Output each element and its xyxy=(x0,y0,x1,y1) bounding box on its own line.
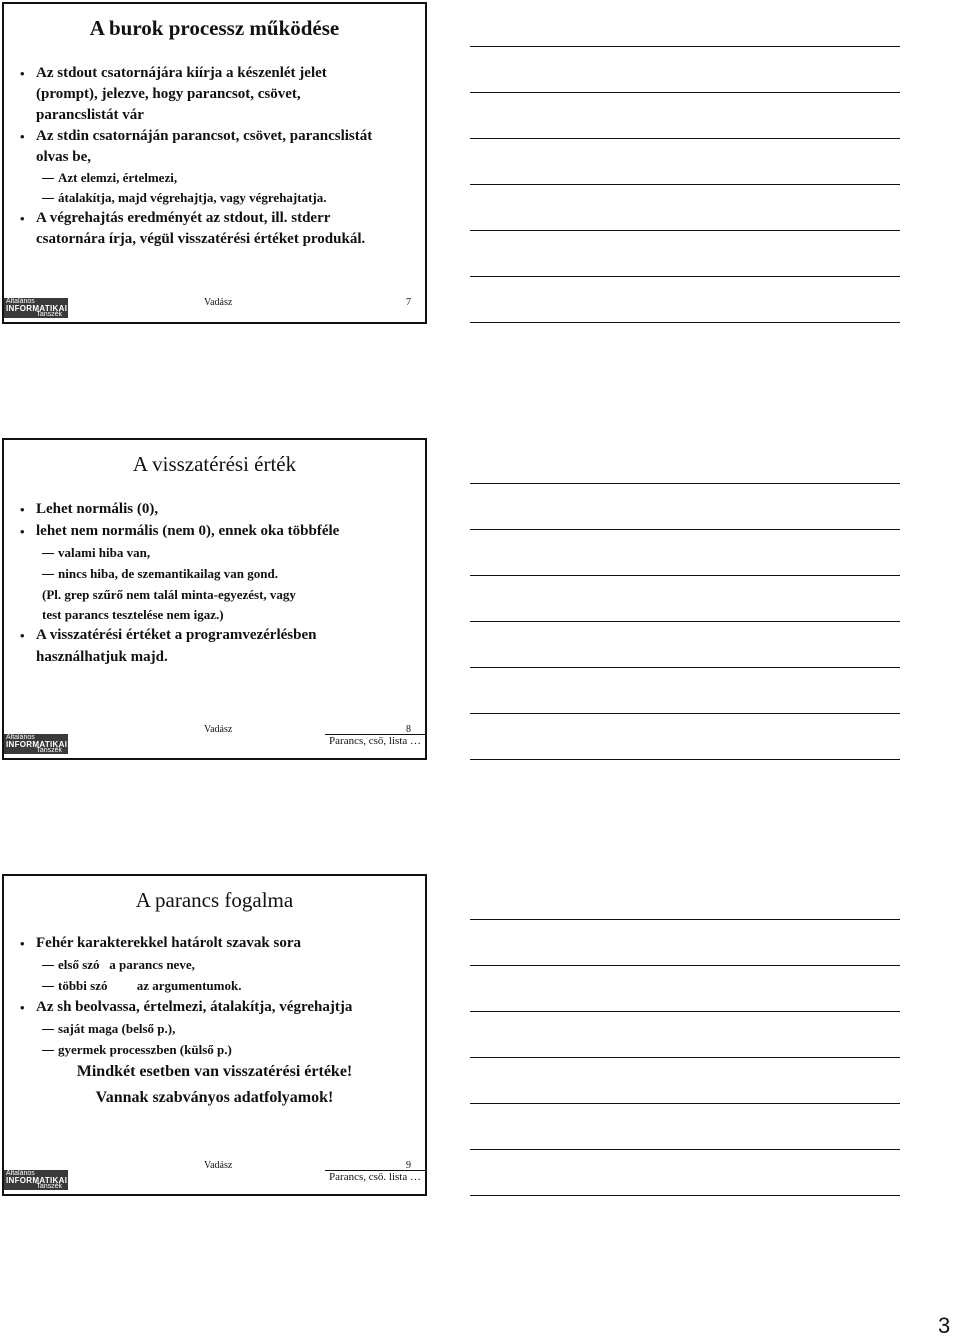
slide-line-text: Az stdin csatornáján parancsot, csövet, parancslistát xyxy=(36,128,373,144)
slide-number: 8 xyxy=(406,724,411,735)
dash-icon xyxy=(42,965,54,966)
slide-line-subcont xyxy=(42,606,224,623)
slide-line-bullet xyxy=(20,626,317,645)
slide-number: 9 xyxy=(406,1160,411,1171)
note-line xyxy=(470,483,900,484)
slide-footer xyxy=(4,296,425,322)
slide-9 xyxy=(2,874,427,1196)
slide-author: Vadász xyxy=(204,724,233,735)
slide-line-dash xyxy=(58,189,327,206)
slide-line-text: saját maga (belső p.), xyxy=(58,1021,176,1036)
slide-line-text: Az stdout csatornájára kiírja a készenlét jelet xyxy=(36,65,327,81)
slide-line-cont xyxy=(36,648,168,667)
slide-8 xyxy=(2,438,427,760)
slide-topic-tag: Parancs, cső, lista … xyxy=(325,734,425,747)
slide-line-text: Mindkét esetben van visszatérési értéke! xyxy=(76,1063,353,1080)
slide-line-text: (Pl. grep szűrő nem talál minta-egyezést, vagy xyxy=(42,587,296,602)
slide-line-text: Vannak szabványos adatfolyamok! xyxy=(95,1089,334,1106)
slide-line-dash xyxy=(58,977,241,994)
slide-line-text: többi szó az argumentumok. xyxy=(58,978,242,993)
dash-icon xyxy=(42,198,54,199)
note-line xyxy=(470,1057,900,1058)
slide-line-bullet xyxy=(20,64,327,83)
note-line xyxy=(470,1195,900,1196)
note-line xyxy=(470,1103,900,1104)
slide-line-text: (prompt), jelezve, hogy parancsot, csövet, xyxy=(36,86,301,102)
slide-line-text: csatornára írja, végül visszatérési értéket produkál. xyxy=(36,231,366,247)
bullet-icon: • xyxy=(20,66,25,81)
slide-line-text: átalakítja, majd végrehajtja, vagy végrehajtatja. xyxy=(58,190,327,205)
slide-line-text: test parancs tesztelése nem igaz.) xyxy=(42,607,224,622)
bullet-icon: • xyxy=(20,129,25,144)
slide-line-dash xyxy=(58,1020,175,1037)
bullet-icon: • xyxy=(20,1000,25,1015)
slide-line-text: Azt elemzi, értelmezi, xyxy=(58,170,178,185)
slide-line-text: Az sh beolvassa, értelmezi, átalakítja, végrehajtja xyxy=(36,999,353,1015)
slide-line-bullet xyxy=(20,522,340,541)
slide-line-dash xyxy=(58,1041,232,1058)
note-line xyxy=(470,713,900,714)
note-line xyxy=(470,919,900,920)
slide-line-text: A végrehajtás eredményét az stdout, ill. stderr xyxy=(36,210,331,226)
slide-author: Vadász xyxy=(204,1160,233,1171)
slide-line-bullet xyxy=(20,500,159,519)
department-logo: Általános INFORMATIKAI Tanszék xyxy=(6,734,68,754)
slide-7 xyxy=(2,2,427,324)
slide-line-bullet xyxy=(20,934,301,953)
bullet-icon: • xyxy=(20,936,25,951)
slide-line-text: gyermek processzben (külső p.) xyxy=(58,1042,232,1057)
slide-line-text: Lehet normális (0), xyxy=(36,501,159,517)
slide-line-bullet xyxy=(20,998,353,1017)
note-line xyxy=(470,276,900,277)
slide-line-text: lehet nem normális (nem 0), ennek oka többféle xyxy=(36,523,340,539)
note-line xyxy=(470,965,900,966)
bullet-icon: • xyxy=(20,211,25,226)
slide-line-bullet xyxy=(20,127,373,146)
note-line xyxy=(470,138,900,139)
slide-footer xyxy=(4,1160,425,1194)
slide-line-cont xyxy=(36,85,301,104)
slide-line-dash xyxy=(58,956,195,973)
slide-title: A parancs fogalma xyxy=(135,888,294,912)
slide-title: A visszatérési érték xyxy=(132,452,297,476)
bullet-icon: • xyxy=(20,502,25,517)
note-line xyxy=(470,575,900,576)
slide-line-cont xyxy=(36,148,91,167)
slide-line-text: Fehér karakterekkel határolt szavak sora xyxy=(36,935,301,951)
dash-icon xyxy=(42,574,54,575)
slide-line-bullet xyxy=(20,209,331,228)
slide-line-cont xyxy=(36,106,144,125)
slide-line-text: használhatjuk majd. xyxy=(36,649,168,665)
note-line xyxy=(470,621,900,622)
department-logo: Általános INFORMATIKAI Tanszék xyxy=(6,298,68,318)
note-line xyxy=(470,184,900,185)
slide-footer xyxy=(4,724,425,758)
note-line xyxy=(470,1149,900,1150)
slide-number: 7 xyxy=(406,297,411,308)
dash-icon xyxy=(42,178,54,179)
page-number: 3 xyxy=(938,1313,951,1338)
slide-line-center xyxy=(4,1088,425,1107)
note-line xyxy=(470,92,900,93)
note-line xyxy=(470,667,900,668)
dash-icon xyxy=(42,986,54,987)
note-line xyxy=(470,529,900,530)
slide-author: Vadász xyxy=(204,297,233,308)
slide-line-center xyxy=(4,1062,425,1081)
slide-line-text: olvas be, xyxy=(36,149,92,165)
note-line xyxy=(470,759,900,760)
slide-line-dash xyxy=(58,544,150,561)
bullet-icon: • xyxy=(20,524,25,539)
slide-line-text: A visszatérési értéket a programvezérlésben xyxy=(36,627,317,643)
slide-line-text: valami hiba van, xyxy=(58,545,151,560)
note-line xyxy=(470,46,900,47)
slide-line-text: első szó a parancs neve, xyxy=(58,957,195,972)
slide-line-dash xyxy=(58,565,278,582)
note-line xyxy=(470,1011,900,1012)
note-line xyxy=(470,230,900,231)
dash-icon xyxy=(42,553,54,554)
note-line xyxy=(470,322,900,323)
slide-title: A burok processz működése xyxy=(89,16,340,40)
dash-icon xyxy=(42,1029,54,1030)
dash-icon xyxy=(42,1050,54,1051)
department-logo: Általános INFORMATIKAI Tanszék xyxy=(6,1170,68,1190)
slide-line-dash xyxy=(58,169,177,186)
slide-line-text: parancslistát vár xyxy=(36,107,144,123)
slide-line-cont xyxy=(36,230,365,249)
bullet-icon: • xyxy=(20,628,25,643)
slide-line-subcont xyxy=(42,586,296,603)
slide-topic-tag: Parancs, cső. lista … xyxy=(325,1170,425,1183)
slide-line-text: nincs hiba, de szemantikailag van gond. xyxy=(58,566,278,581)
